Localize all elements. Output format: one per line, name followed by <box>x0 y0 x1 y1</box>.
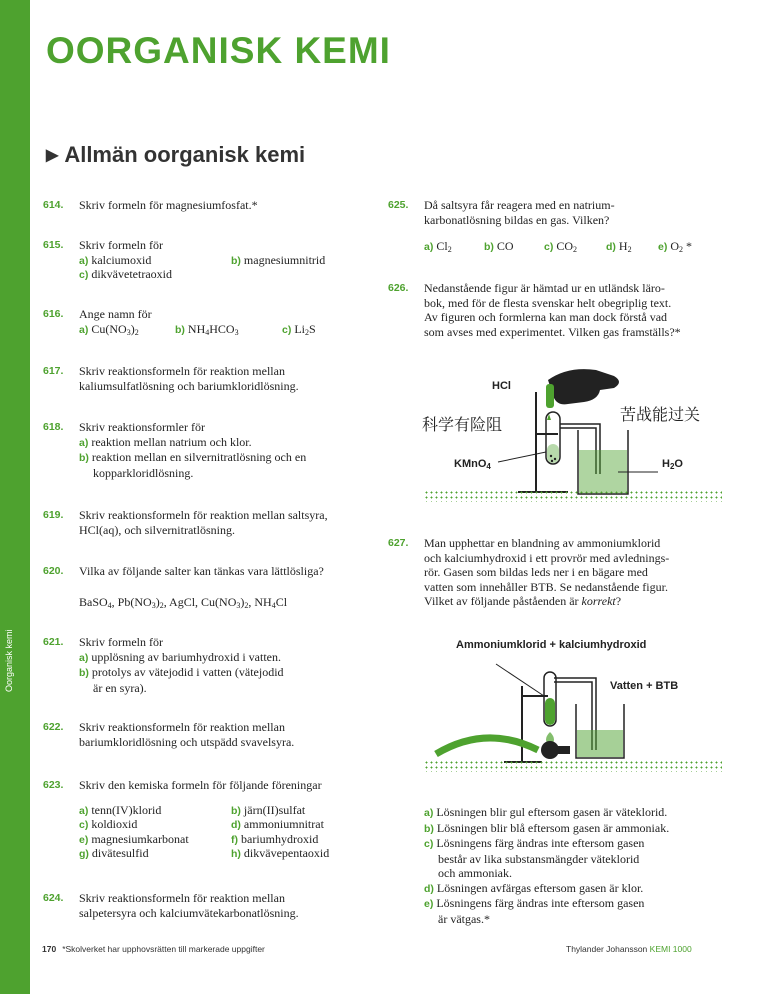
question-614: 614. Skriv formeln för magnesiumfosfat.* <box>43 198 258 212</box>
compound-grid: a) tenn(IV)klorid b) järn(II)sulfat c) koldioxid d) ammoniumnitrat e) magnesiumkarbonat f) bariumhydroxid g) divätesulfid h) dikvävepentaoxid <box>79 802 330 860</box>
dotted-divider <box>424 490 722 502</box>
figure-title: Ammoniumklorid + kalciumhydroxid <box>456 639 647 651</box>
h2o-label: $H_2O$ <box>662 458 683 471</box>
triangle-icon: ▶ <box>46 147 59 164</box>
chinese-text-right: 苦战能过关 <box>620 405 701 424</box>
beaker-label: Vatten + BTB <box>610 680 679 692</box>
question-626: 626. Nedanstående figur är hämtad ur en utländsk läro- bok, med för de flesta svenskar helt obegriplig text. Av figuren och formlerna kan man dock förstå vad som avses med experimentet. Vilken gas framställs?* <box>388 281 681 339</box>
footer-left <box>42 944 265 954</box>
question-617: 617. Skriv reaktionsformeln för reaktion mellan kaliumsulfatlösning och bariumkloridlösning. <box>43 364 299 393</box>
page-number: 170 <box>42 944 57 954</box>
question-616: 616. Ange namn för a) $Cu(NO_3)_2$ b) $NH_4HCO_3$ c) $Li_2S$ <box>43 307 316 337</box>
question-619: 619. Skriv reaktionsformeln för reaktion mellan saltsyra, HCl(aq), och silvernitratlösning. <box>43 508 328 537</box>
question-618: 618. Skriv reaktionsformler för a) reaktion mellan natrium och klor. b) reaktion mellan en silvernitratlösning och en kopparkloridlösning. <box>43 420 307 480</box>
dotted-divider-2 <box>424 760 722 772</box>
footer-right: Thylander Johansson KEMI 1000 <box>566 944 692 954</box>
ammonia-apparatus <box>426 654 666 766</box>
chapter-title: OORGANISK KEMI <box>46 30 391 71</box>
section-title: ▶ Allmän oorganisk kemi <box>46 142 306 167</box>
side-bar <box>0 0 30 994</box>
hcl-label: HCl <box>492 380 511 392</box>
chinese-text-left: 科学有险阻 <box>422 415 503 434</box>
question-621: 621. Skriv formeln för a) upplösning av bariumhydroxid i vatten. b) protolys av vätejodid i vatten (vätejodid är en syra). <box>43 635 284 695</box>
kmno4-label: KMnO$_4$ <box>454 458 491 471</box>
question-627: 627. Man upphettar en blandning av ammoniumklorid och kalciumhydroxid i ett provrör med avlednings- rör. Gasen som bildas leds ner i en bägare med vatten som innehåller BTB. Se nedanstående figur. Vilket av följande påståenden är korrekt? <box>388 536 670 608</box>
question-620: 620. Vilka av följande salter kan tänkas vara lättlösliga? BaSO$_4$, $Pb(NO_3)_2$, AgCl, $Cu(NO_3)_2$, $NH_4Cl$ <box>43 564 324 610</box>
question-623: 623. Skriv den kemiska formeln för följande föreningar a) tenn(IV)klorid b) järn(II)sulfat c) koldioxid d) ammoniumnitrat e) magnesiumkarbonat f) bariumhydroxid g) divätesulfid h) dikvävepentaoxid <box>79 778 379 861</box>
question-624: 624. Skriv reaktionsformeln för reaktion mellan salpetersyra och kalciumvätekarbonatlösning. <box>43 891 299 920</box>
question-615: 615. Skriv formeln för a) kalciumoxid b) magnesiumnitrid c) dikvävetetraoxid <box>43 238 326 281</box>
question-627-answers: a) Lösningen blir gul eftersom gasen är väteklorid. b) Lösningen blir blå eftersom gasen är ammoniak. c) Lösningens färg ändras inte eftersom gasen består av lika substansmängder väteklorid och ammoniak. d) Lösningen avfärgas eftersom gasen är klor. e) Lösningens färg ändras inte eftersom gasen är vätgas.* <box>424 805 670 926</box>
question-622: 622. Skriv reaktionsformeln för reaktion mellan bariumkloridlösning och utspädd svavelsyra. <box>43 720 295 749</box>
question-625: 625. Då saltsyra får reagera med en natrium- karbonatlösning bildas en gas. Vilken? a) $Cl_2$ b) CO c) $CO_2$ d) $H_2$ e) $O_2$ * <box>388 198 693 254</box>
copyright-note: *Skolverket har upphovsrätten till markerade uppgifter <box>62 944 265 954</box>
